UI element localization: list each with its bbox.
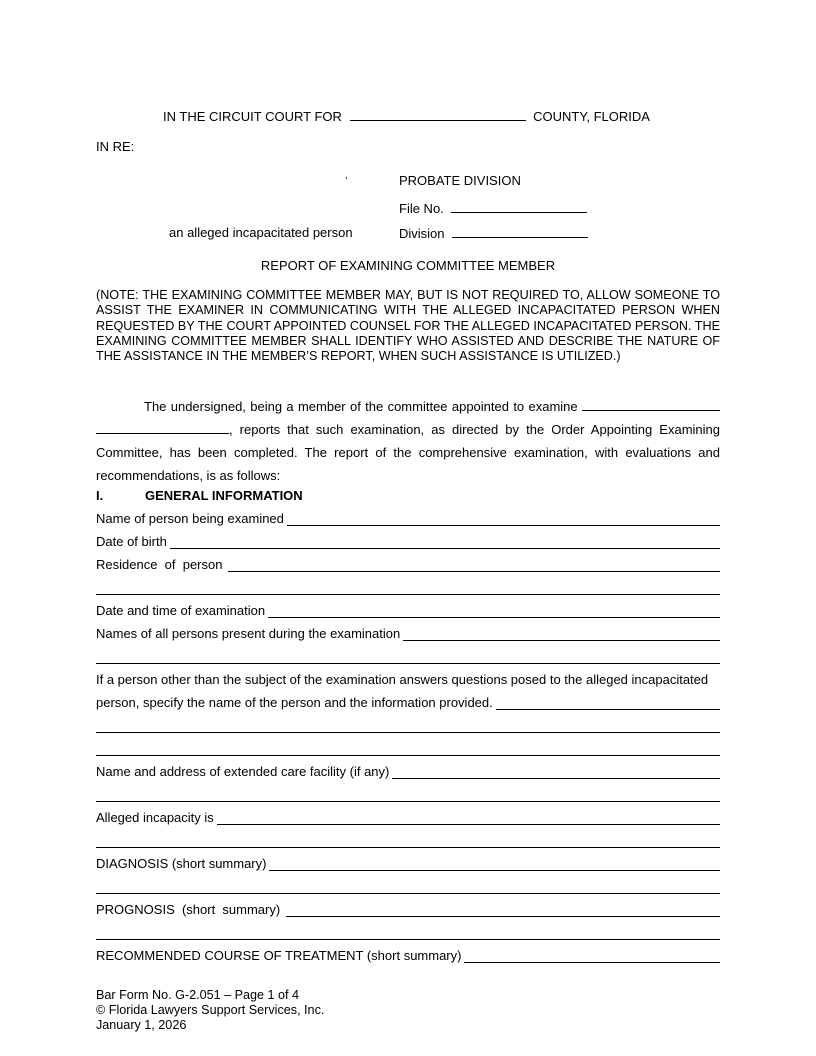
name-field (96, 511, 720, 526)
division-label: Division (399, 226, 445, 241)
exam-datetime-field (96, 603, 720, 618)
court-suffix: COUNTY, FLORIDA (533, 109, 650, 124)
document-title: REPORT OF EXAMINING COMMITTEE MEMBER (260, 258, 556, 273)
prognosis-field (96, 902, 720, 917)
dob-field (96, 534, 720, 549)
prognosis-label: PROGNOSIS (short summary) (96, 902, 281, 917)
incapacity-blank-2[interactable] (96, 847, 720, 848)
caption-comma: , (345, 170, 348, 181)
diagnosis-blank-2[interactable] (96, 893, 720, 894)
diagnosis-field (96, 856, 720, 871)
persons-present-label: Names of all persons present during the examination (96, 626, 401, 641)
persons-present-blank[interactable] (403, 627, 720, 641)
examinee-blank-2[interactable] (96, 421, 229, 434)
file-no-blank[interactable] (451, 200, 587, 213)
alleged-person-label: an alleged incapacitated person (169, 225, 353, 240)
court-prefix: IN THE CIRCUIT COURT FOR (163, 109, 342, 124)
incapacity-field (96, 810, 720, 825)
other-person-blank-2[interactable] (96, 732, 720, 733)
exam-datetime-blank[interactable] (268, 604, 720, 618)
prognosis-blank-2[interactable] (96, 939, 720, 940)
incapacity-label: Alleged incapacity is (96, 810, 214, 825)
other-person-label: person, specify the name of the person and the information provided. (96, 695, 493, 710)
note-paragraph: (NOTE: THE EXAMINING COMMITTEE MEMBER MAY, BUT IS NOT REQUIRED TO, ALLOW SOMEONE TO ASSIST THE EXAMINER IN COMMUNICATING WITH THE ALLEGED INCAPACITATED PERSON WHEN REQUESTED BY THE COURT APPOINTED COUNSEL FOR THE ALLEGED INCAPACITATED PERSON. THE EXAMINING COMMITTEE MEMBER SHALL IDENTIFY WHO ASSISTED AND DESCRIBE THE NATURE OF THE ASSISTANCE IN THE MEMBER’S REPORT, WHEN SUCH ASSISTANCE IS UTILIZED.) (96, 288, 720, 364)
division-row (399, 225, 588, 241)
dob-label: Date of birth (96, 534, 167, 549)
facility-blank-2[interactable] (96, 801, 720, 802)
revision-date: January 1, 2026 (96, 1018, 187, 1032)
other-person-text-1: If a person other than the subject of the examination answers questions posed to the alleged incapacitated (96, 672, 709, 687)
file-no-label: File No. (399, 201, 444, 216)
form-number: Bar Form No. G-2.051 – Page 1 of 4 (96, 988, 300, 1002)
facility-label: Name and address of extended care facility (if any) (96, 764, 390, 779)
facility-field (96, 764, 720, 779)
persons-present-field (96, 626, 720, 641)
residence-blank[interactable] (228, 558, 720, 572)
diagnosis-label: DIAGNOSIS (short summary) (96, 856, 267, 871)
file-no-row (399, 200, 587, 216)
incapacity-blank[interactable] (217, 811, 720, 825)
name-blank[interactable] (287, 512, 720, 526)
examinee-blank-1[interactable] (582, 398, 720, 411)
intro-part1: The undersigned, being a member of the committee appointed to examine (144, 399, 578, 414)
exam-datetime-label: Date and time of examination (96, 603, 266, 618)
probate-division: PROBATE DIVISION (399, 173, 521, 188)
residence-label: Residence of person (96, 557, 223, 572)
other-person-blank-3[interactable] (96, 755, 720, 756)
court-caption (163, 108, 650, 124)
in-re-label: IN RE: (96, 139, 135, 154)
treatment-field (96, 948, 720, 963)
copyright-line: © Florida Lawyers Support Services, Inc. (96, 1003, 325, 1017)
residence-blank-2[interactable] (96, 594, 720, 595)
division-blank[interactable] (452, 225, 588, 238)
other-person-blank[interactable] (496, 696, 720, 710)
section-heading: GENERAL INFORMATION (145, 488, 303, 503)
page-footer (96, 988, 324, 1033)
county-blank[interactable] (350, 108, 526, 121)
section-number: I. (96, 488, 104, 503)
other-person-field (96, 695, 720, 710)
dob-blank[interactable] (170, 535, 720, 549)
diagnosis-blank[interactable] (269, 857, 720, 871)
persons-present-blank-2[interactable] (96, 663, 720, 664)
treatment-blank[interactable] (464, 949, 720, 963)
treatment-label: RECOMMENDED COURSE OF TREATMENT (short summary) (96, 948, 462, 963)
prognosis-blank[interactable] (286, 903, 720, 917)
intro-part2: , reports that such examination, as directed by the Order Appointing Examining Committee, has been completed. The report of the comprehensive examination, with evaluations and recommendations, is as follows: (96, 422, 720, 483)
residence-field (96, 557, 720, 572)
facility-blank[interactable] (392, 765, 720, 779)
intro-paragraph (96, 395, 720, 487)
name-label: Name of person being examined (96, 511, 284, 526)
